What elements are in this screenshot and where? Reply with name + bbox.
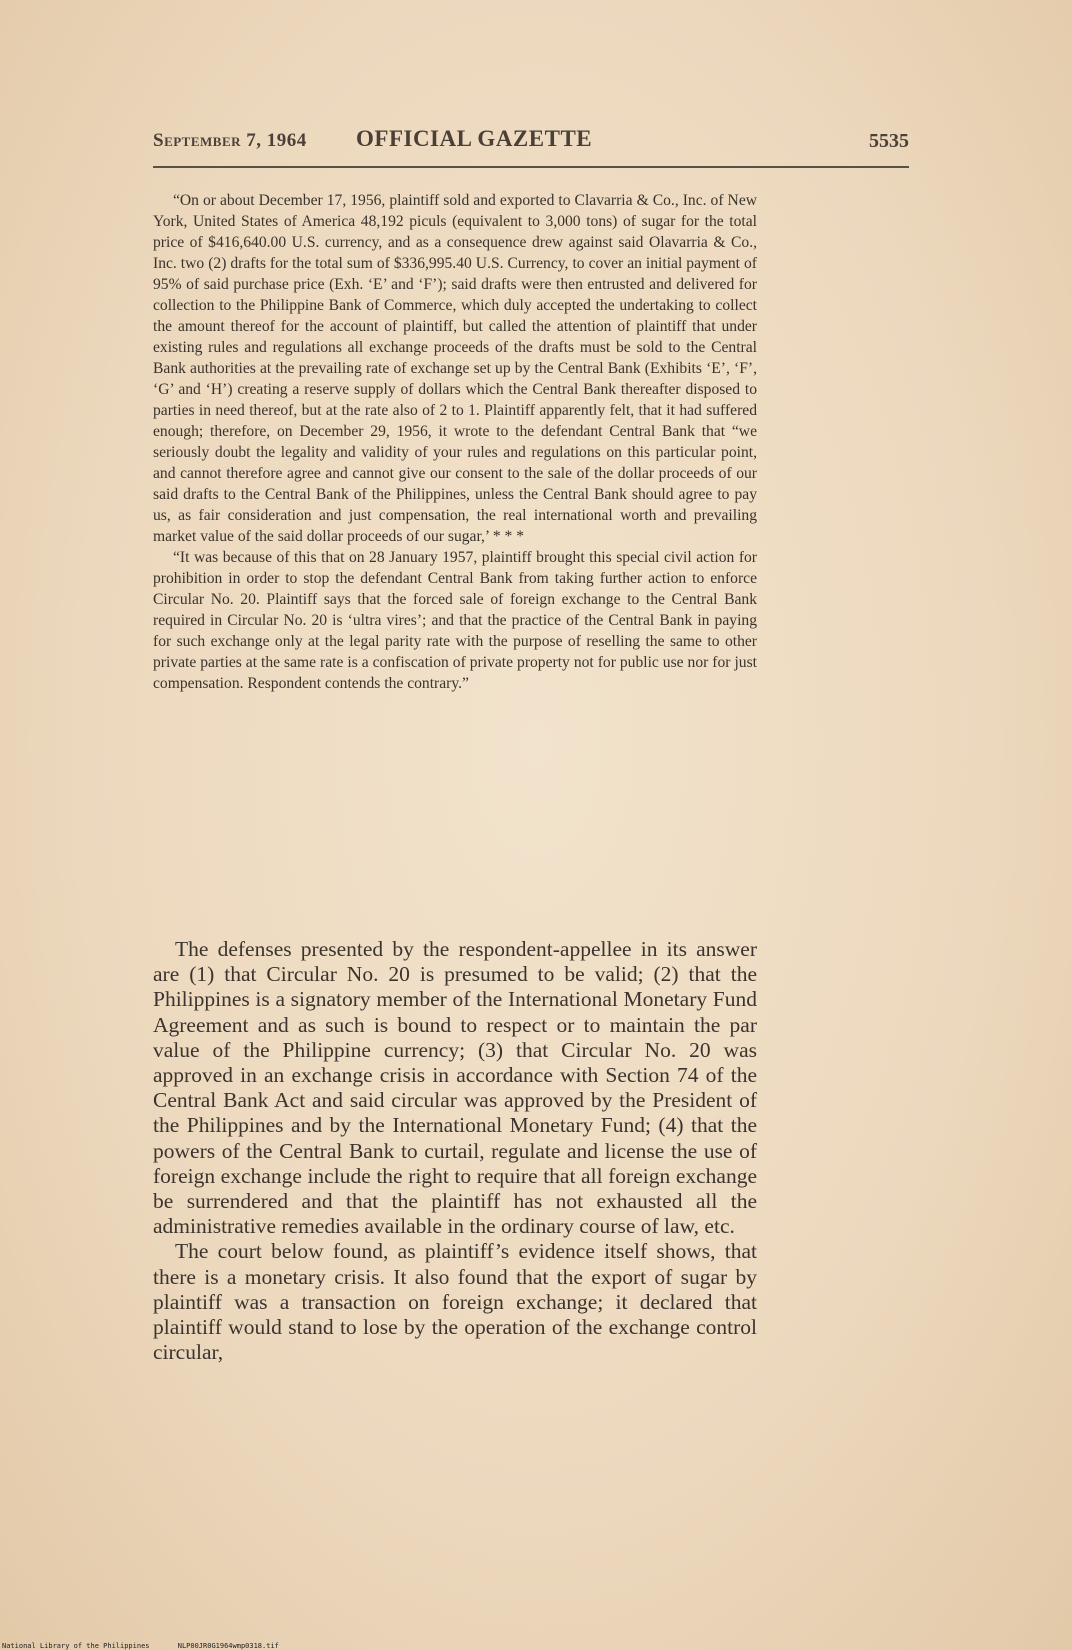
footer-file: NLP00JR0G1964wmp0318.tif: [177, 1642, 279, 1650]
body-text: [153, 937, 757, 1365]
quote-paragraph: “It was because of this that on 28 January 1957, plaintiff brought this special civil action for prohibition in order to stop the defendant Central Bank from taking further action to enforce Circular No. 20. Plaintiff says that the forced sale of foreign exchange to the Central Bank required in Circular No. 20 is ‘ultra vires’; and that the practice of the Central Bank in paying for such exchange only at the legal parity rate with the purpose of reselling the same to other private parties at the same rate is a confiscation of private property not for public use nor for just compensation. Respondent contends the contrary.”: [153, 549, 757, 692]
body-paragraph: The defenses presented by the respondent-appellee in its answer are (1) that Circular No. 20 is presumed to be valid; (2) that the Philippines is a signatory member of the International Monetary Fund Agreement and as such is bound to respect or to maintain the par value of the Philippine currency; (3) that Circular No. 20 was approved in an exchange crisis in accordance with Section 74 of the Central Bank Act and said circular was approved by the President of the Philippines and by the International Monetary Fund; (4) that the powers of the Central Bank to curtail, regulate and license the use of foreign exchange include the right to require that all foreign exchange be surrendered and that the plaintiff has not exhausted all the administrative remedies available in the ordinary course of law, etc.: [153, 937, 757, 1239]
header-date: September 7, 1964: [153, 130, 307, 151]
footer-library: National Library of the Philippines: [2, 1642, 150, 1650]
quote-paragraph: “On or about December 17, 1956, plaintiff sold and exported to Clavarria & Co., Inc. of New York, United States of America 48,192 piculs (equivalent to 3,000 tons) of sugar for the total price of $416,640.00 U.S. currency, and as a consequence drew against said Olavarria & Co., Inc. two (2) drafts for the total sum of $336,995.40 U.S. Currency, to cover an initial payment of 95% of said purchase price (Exh. ‘E’ and ‘F’); said drafts were then entrusted and delivered for collection to the Philippine Bank of Commerce, which duly accepted the undertaking to collect the amount thereof for the account of plaintiff, but called the attention of plaintiff that under existing rules and regulations all exchange proceeds of the drafts must be sold to the Central Bank authorities at the prevailing rate of exchange set up by the Central Bank (Exhibits ‘E’, ‘F’, ‘G’ and ‘H’) creating a reserve supply of dollars which the Central Bank thereafter disposed to parties in need thereof, but at the rate also of 2 to 1. Plaintiff apparently felt, that it had suffered enough; therefore, on December 29, 1956, it wrote to the defendant Central Bank that “we seriously doubt the legality and validity of your rules and regulations on this particular point, and cannot therefore agree and cannot give our consent to the sale of the dollar proceeds of our said drafts to the Central Bank of the Philippines, unless the Central Bank should agree to pay us, as fair consideration and just compensation, the real international worth and prevailing market value of the said dollar proceeds of our sugar,’ * * *: [153, 192, 757, 545]
scan-footer: [2, 1642, 303, 1650]
page-header: [153, 126, 909, 162]
quoted-block: [153, 190, 757, 694]
body-paragraph: The court below found, as plaintiff’s evidence itself shows, that there is a monetary crisis. It also found that the export of sugar by plaintiff was a transaction on foreign exchange; it declared that plaintiff would stand to lose by the operation of the exchange control circular,: [153, 1239, 757, 1365]
header-title: OFFICIAL GAZETTE: [356, 126, 593, 151]
header-page-number: 5535: [869, 130, 909, 152]
header-rule: [153, 166, 909, 168]
